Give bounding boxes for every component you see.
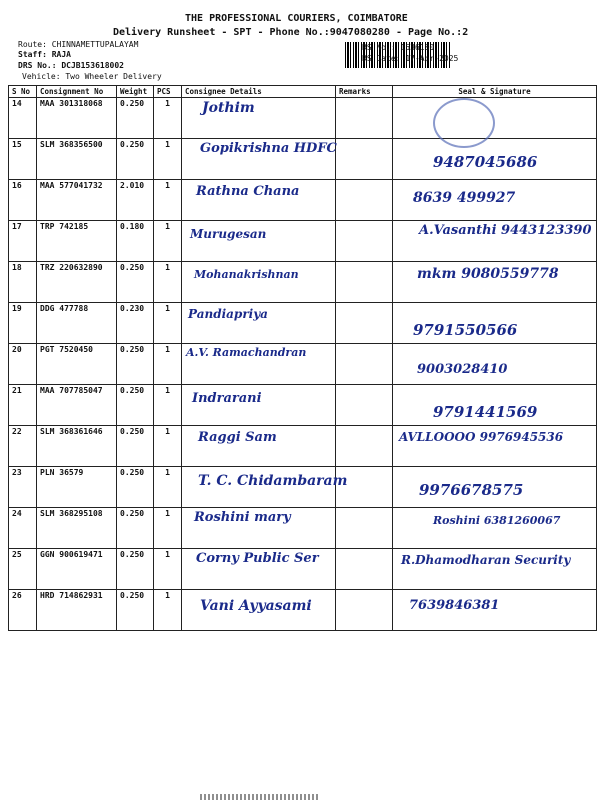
- row-remarks: [336, 303, 393, 344]
- consignee-handwriting: Indrarani: [192, 391, 262, 406]
- signature-handwriting: 9487045686: [433, 153, 538, 171]
- consignee-handwriting: Pandiapriya: [188, 307, 268, 321]
- row-consignee: [182, 139, 336, 180]
- row-signature: [393, 221, 597, 262]
- row-pcs: 1: [154, 180, 182, 221]
- row-consignee: [182, 385, 336, 426]
- row-signature: [393, 590, 597, 631]
- row-weight: 0.180: [117, 221, 154, 262]
- signature-handwriting: Roshini 6381260067: [433, 514, 561, 527]
- col-pcs: PCS: [154, 86, 182, 98]
- signature-handwriting: A.Vasanthi 9443123390: [419, 223, 592, 238]
- row-consignee: [182, 508, 336, 549]
- table-row: [9, 139, 597, 180]
- consignee-handwriting: Mohanakrishnan: [194, 268, 299, 281]
- row-weight: 0.250: [117, 508, 154, 549]
- row-consignment: HRD 714862931: [37, 590, 117, 631]
- consignee-handwriting: Raggi Sam: [198, 430, 277, 445]
- rs-date: RS Date: 17-Apr-2025: [362, 54, 459, 63]
- row-pcs: 1: [154, 508, 182, 549]
- consignee-handwriting: Roshini mary: [194, 510, 291, 525]
- row-consignee: [182, 590, 336, 631]
- row-sno: 14: [9, 98, 37, 139]
- col-consignment: Consignment No: [37, 86, 117, 98]
- row-signature: [393, 426, 597, 467]
- row-remarks: [336, 139, 393, 180]
- signature-handwriting: 7639846381: [409, 598, 500, 613]
- staff-label: Staff: RAJA: [18, 50, 71, 59]
- consignee-handwriting: T. C. Chidambaram: [198, 473, 348, 489]
- row-signature: [393, 508, 597, 549]
- row-sno: 18: [9, 262, 37, 303]
- row-consignee: [182, 549, 336, 590]
- row-weight: 2.010: [117, 180, 154, 221]
- row-weight: 0.250: [117, 385, 154, 426]
- consignee-handwriting: Gopikrishna HDFC: [200, 141, 337, 156]
- row-sno: 24: [9, 508, 37, 549]
- row-signature: [393, 262, 597, 303]
- row-signature: [393, 180, 597, 221]
- table-row: [9, 303, 597, 344]
- signature-handwriting: 9003028410: [417, 362, 508, 377]
- row-weight: 0.250: [117, 98, 154, 139]
- row-weight: 0.250: [117, 467, 154, 508]
- row-signature: [393, 303, 597, 344]
- company-title: THE PROFESSIONAL COURIERS, COIMBATORE: [185, 13, 408, 24]
- row-remarks: [336, 262, 393, 303]
- row-consignment: PLN 36579: [37, 467, 117, 508]
- row-remarks: [336, 180, 393, 221]
- row-sno: 17: [9, 221, 37, 262]
- table-row: [9, 262, 597, 303]
- row-pcs: 1: [154, 590, 182, 631]
- table-row: [9, 180, 597, 221]
- table-row: [9, 590, 597, 631]
- row-weight: 0.250: [117, 549, 154, 590]
- row-weight: 0.250: [117, 590, 154, 631]
- row-sno: 26: [9, 590, 37, 631]
- row-signature: [393, 549, 597, 590]
- row-consignee: [182, 467, 348, 508]
- row-remarks: [336, 221, 393, 262]
- signature-handwriting: mkm 9080559778: [417, 266, 559, 282]
- row-consignment: SLM 368356500: [37, 139, 117, 180]
- row-remarks: [336, 385, 393, 426]
- consignee-handwriting: A.V. Ramachandran: [186, 346, 307, 359]
- col-signature: Seal & Signature: [393, 86, 597, 98]
- row-consignee: [182, 180, 336, 221]
- row-consignment: GGN 900619471: [37, 549, 117, 590]
- row-pcs: 1: [154, 221, 182, 262]
- row-remarks: [336, 344, 393, 385]
- row-signature: [393, 467, 597, 508]
- row-pcs: 1: [154, 426, 182, 467]
- col-sno: S No: [9, 86, 37, 98]
- signature-handwriting: 9976678575: [419, 481, 524, 499]
- row-sno: 15: [9, 139, 37, 180]
- table-row: [9, 426, 597, 467]
- consignee-handwriting: Corny Public Ser: [196, 551, 319, 566]
- table-row: [9, 549, 597, 590]
- row-consignee: [182, 221, 336, 262]
- row-pcs: 1: [154, 98, 182, 139]
- row-consignment: DDG 477788: [37, 303, 117, 344]
- row-weight: 0.250: [117, 426, 154, 467]
- row-sno: 16: [9, 180, 37, 221]
- signature-handwriting: R.Dhamodharan Security: [401, 553, 571, 567]
- table-row: [9, 221, 597, 262]
- row-weight: 0.250: [117, 139, 154, 180]
- consignee-handwriting: Murugesan: [190, 227, 267, 241]
- row-signature: [393, 385, 597, 426]
- row-remarks: [336, 426, 393, 467]
- table-row: [9, 385, 597, 426]
- row-pcs: 1: [154, 467, 182, 508]
- row-sno: 19: [9, 303, 37, 344]
- row-consignee: [182, 344, 336, 385]
- row-remarks: [336, 590, 393, 631]
- signature-handwriting: 9791441569: [433, 403, 538, 421]
- rs-number: RS No.: 1536180: [362, 43, 435, 52]
- row-consignment: TRZ 220632890: [37, 262, 117, 303]
- row-sno: 23: [9, 467, 37, 508]
- row-signature: [393, 139, 597, 180]
- row-consignment: TRP 742185: [37, 221, 117, 262]
- row-consignment: MAA 707785047: [37, 385, 117, 426]
- row-weight: 0.250: [117, 344, 154, 385]
- row-remarks: [336, 98, 393, 139]
- row-pcs: 1: [154, 344, 182, 385]
- row-consignee: [182, 262, 336, 303]
- row-remarks: [336, 508, 393, 549]
- table-row: [9, 344, 597, 385]
- row-pcs: 1: [154, 303, 182, 344]
- row-consignment: MAA 577041732: [37, 180, 117, 221]
- table-row: [9, 98, 597, 139]
- row-consignee: [182, 426, 336, 467]
- table-row: [9, 508, 597, 549]
- row-pcs: 1: [154, 139, 182, 180]
- route-label: Route: CHINNAMETTUPALAYAM: [18, 40, 139, 49]
- footer-mark: [200, 794, 320, 800]
- row-consignment: SLM 368295108: [37, 508, 117, 549]
- row-consignee: [182, 303, 336, 344]
- row-pcs: 1: [154, 385, 182, 426]
- col-weight: Weight: [117, 86, 154, 98]
- table-header-row: [9, 86, 597, 98]
- consignee-handwriting: Vani Ayyasami: [200, 598, 312, 614]
- row-consignment: PGT 7520450: [37, 344, 117, 385]
- row-pcs: 1: [154, 262, 182, 303]
- vehicle-label: Vehicle: Two Wheeler Delivery: [22, 72, 162, 81]
- runsheet-title: Delivery Runsheet - SPT - Phone No.:9047080280 - Page No.:2: [113, 27, 469, 38]
- row-sno: 21: [9, 385, 37, 426]
- row-sno: 25: [9, 549, 37, 590]
- signature-handwriting: AVLLOOOO 9976945536: [399, 430, 564, 444]
- table-row: [9, 467, 597, 508]
- row-consignment: MAA 301318068: [37, 98, 117, 139]
- row-weight: 0.230: [117, 303, 154, 344]
- row-consignment: SLM 368361646: [37, 426, 117, 467]
- row-consignee: [182, 98, 336, 139]
- row-signature: [393, 344, 597, 385]
- row-sno: 22: [9, 426, 37, 467]
- row-remarks: [336, 549, 393, 590]
- delivery-table: [8, 85, 597, 631]
- row-pcs: 1: [154, 549, 182, 590]
- consignee-handwriting: Rathna Chana: [196, 184, 300, 199]
- signature-handwriting: 8639 499927: [413, 190, 516, 206]
- drs-label: DRS No.: DCJB153618002: [18, 61, 124, 70]
- col-remarks: Remarks: [336, 86, 393, 98]
- signature-handwriting: 9791550566: [413, 321, 518, 339]
- consignee-handwriting: Jothim: [202, 100, 255, 116]
- row-sno: 20: [9, 344, 37, 385]
- row-weight: 0.250: [117, 262, 154, 303]
- col-consignee: Consignee Details: [182, 86, 336, 98]
- seal-stamp: [433, 98, 495, 148]
